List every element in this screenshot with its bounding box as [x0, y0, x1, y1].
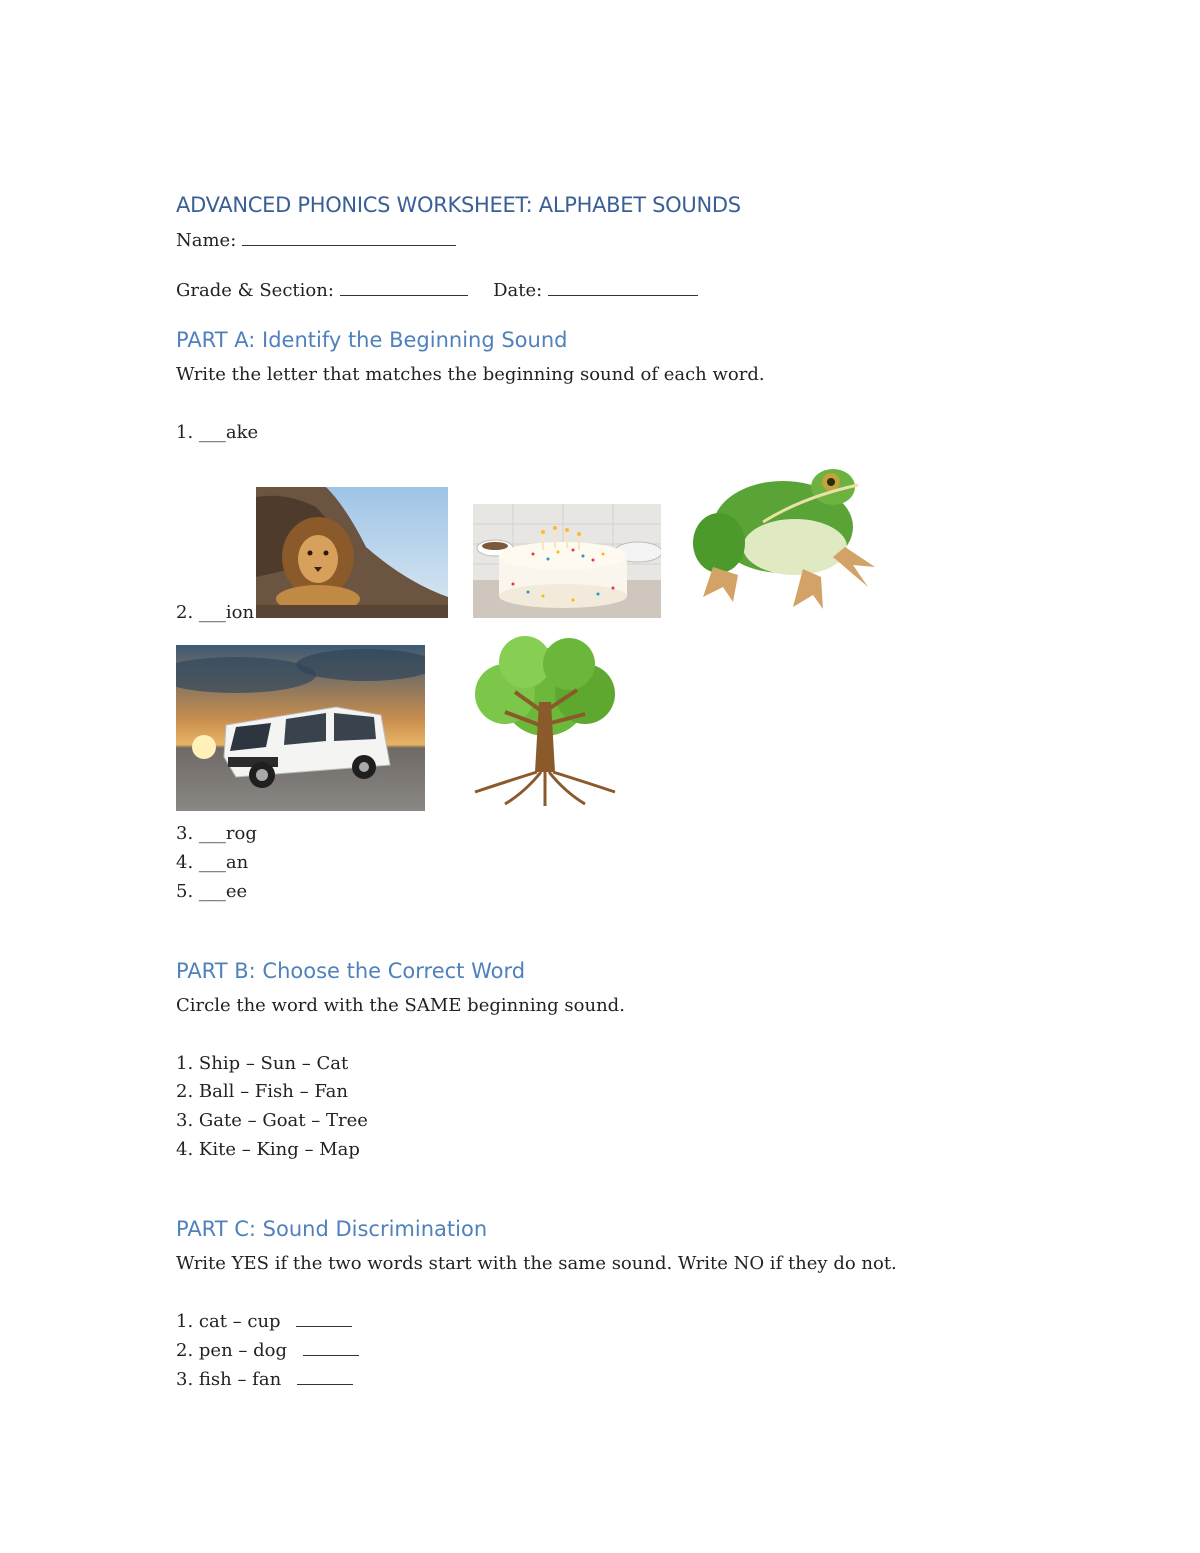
part-c-item-text: 1. cat – cup — [176, 1311, 281, 1332]
part-a-item-4: 4. ___an — [176, 852, 249, 873]
part-b-item-4: 4. Kite – King – Map — [176, 1139, 360, 1160]
part-c-item-2 — [176, 1340, 359, 1361]
lion-image — [256, 487, 448, 618]
date-blank[interactable] — [548, 281, 698, 296]
grade-date-field — [176, 280, 698, 301]
tree-image — [465, 632, 625, 808]
name-blank[interactable] — [242, 231, 456, 246]
part-b-heading: PART B: Choose the Correct Word — [176, 959, 526, 983]
part-c-instruction: Write YES if the two words start with the same sound. Write NO if they do not. — [176, 1253, 897, 1274]
answer-blank[interactable] — [297, 1370, 353, 1385]
part-a-item-5: 5. ___ee — [176, 881, 248, 902]
part-a-heading: PART A: Identify the Beginning Sound — [176, 328, 568, 352]
cake-image — [473, 504, 661, 618]
answer-blank[interactable] — [296, 1312, 352, 1327]
part-b-instruction: Circle the word with the SAME beginning sound. — [176, 995, 625, 1016]
part-a-item-3: 3. ___rog — [176, 823, 257, 844]
part-b-item-3: 3. Gate – Goat – Tree — [176, 1110, 368, 1131]
part-a-item-2: 2. ___ion — [176, 602, 255, 623]
part-c-item-1 — [176, 1311, 352, 1332]
part-c-item-text: 2. pen – dog — [176, 1340, 287, 1361]
frog-image — [683, 447, 878, 618]
name-field — [176, 230, 456, 251]
part-a-instruction: Write the letter that matches the beginning sound of each word. — [176, 364, 765, 385]
part-c-item-3 — [176, 1369, 353, 1390]
date-label: Date: — [493, 280, 543, 301]
part-c-item-text: 3. fish – fan — [176, 1369, 282, 1390]
grade-blank[interactable] — [340, 281, 468, 296]
answer-blank[interactable] — [303, 1341, 359, 1356]
part-b-item-1: 1. Ship – Sun – Cat — [176, 1053, 349, 1074]
part-c-heading: PART C: Sound Discrimination — [176, 1217, 488, 1241]
worksheet-title: ADVANCED PHONICS WORKSHEET: ALPHABET SOUNDS — [176, 193, 741, 217]
grade-label: Grade & Section: — [176, 280, 334, 301]
part-a-item-1: 1. ___ake — [176, 422, 259, 443]
van-image — [176, 645, 425, 811]
name-label: Name: — [176, 230, 237, 251]
part-b-item-2: 2. Ball – Fish – Fan — [176, 1081, 348, 1102]
